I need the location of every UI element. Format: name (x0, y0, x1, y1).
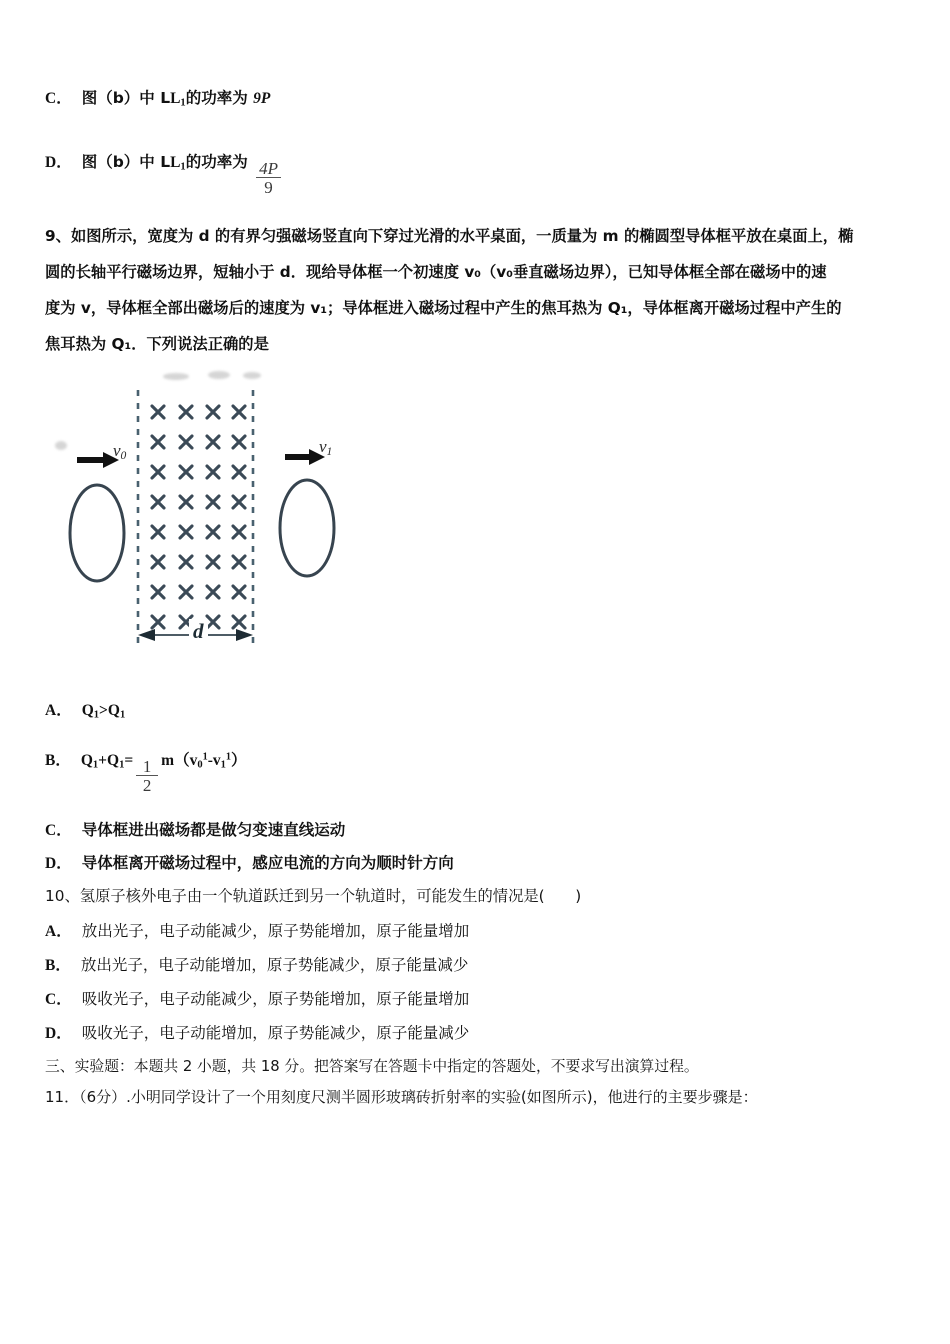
question-9-option-b (45, 748, 247, 795)
q10-option-c-text: 吸收光子，电子动能减少，原子势能增加，原子能量增加 (81, 990, 470, 1008)
question-9-body-1: 如图所示，宽度为 d 的有界匀强磁场竖直向下穿过光滑的水平桌面，一质量为 m 的椭圆型导体框平放在桌面上，椭 (70, 227, 854, 245)
question-9-option-c (45, 818, 345, 840)
question-10-option-b (45, 953, 468, 975)
question-9-stem (45, 218, 920, 362)
question-9-line-2: 圆的长轴平行磁场边界，短轴小于 d．现给导体框一个初速度 v₀（v₀垂直磁场边界），已知导体框全部在磁场中的速 (45, 263, 827, 281)
prev-option-d-fraction (256, 160, 281, 198)
scan-smudge (243, 372, 261, 379)
question-10-option-c (45, 987, 469, 1009)
question-10-number: 10、 (45, 887, 80, 905)
q10-option-a-label: A． (45, 923, 72, 940)
option-d-text: 导体框离开磁场过程中，感应电流的方向为顺时针方向 (81, 854, 454, 872)
velocity-v1-symbol: v (319, 437, 327, 456)
fraction-numerator: 4P (259, 158, 278, 178)
prev-option-d-text-after: 的功率为 (185, 153, 254, 171)
figure-svg (45, 365, 375, 665)
q10-option-b-text: 放出光子，电子动能增加，原子势能减少，原子能量减少 (80, 956, 469, 974)
prev-option-c-sub: 1 (180, 97, 186, 109)
width-label-d: d (189, 619, 208, 644)
question-9-line-1 (45, 218, 920, 254)
question-9-line-4: 焦耳热为 Q₁．下列说法正确的是 (45, 335, 269, 353)
prev-option-c-value: 9P (253, 90, 271, 107)
option-a-q2: Q (107, 702, 120, 719)
q10-option-d-label: D． (45, 1025, 72, 1042)
question-11-stem (45, 1086, 758, 1109)
question-9-number: 9、 (45, 227, 71, 245)
velocity-v1-label (319, 437, 332, 458)
option-b-trail: $m(v_0^1-v_1^1)$ (161, 751, 247, 771)
section-3-heading (45, 1056, 699, 1078)
q10-option-d-text: 吸收光子，电子动能增加，原子势能减少，原子能量减少 (81, 1024, 470, 1042)
option-a-q1: Q (81, 702, 94, 719)
prev-option-c-text-before: 图（b）中 L (81, 89, 171, 107)
question-9-option-a (45, 698, 125, 721)
left-elliptical-loop (70, 485, 124, 581)
option-b-fraction (136, 758, 158, 796)
velocity-v0-label (113, 441, 126, 462)
option-b-lead: $Q_1+Q_1=$ (80, 752, 134, 771)
question-11-text: .小明同学设计了一个用刻度尺测半圆形玻璃砖折射率的实验(如图所示)，他进行的主要步骤是： (126, 1088, 758, 1106)
option-a-relation: > (99, 702, 108, 719)
option-a-sub2: 1 (119, 709, 126, 721)
option-b-numerator: 1 (142, 756, 152, 776)
question-11-score: （6分） (79, 1088, 127, 1106)
question-10-text: 氢原子核外电子由一个轨道跃迁到另一个轨道时，可能发生的情况是( ) (79, 887, 582, 905)
scan-smudge (163, 373, 189, 380)
option-d-label: D． (45, 855, 72, 872)
prev-option-d-text-before: 图（b）中 L (81, 153, 171, 171)
right-elliptical-loop (280, 480, 334, 576)
velocity-v0-symbol: v (113, 441, 121, 460)
q10-option-c-label: C． (45, 991, 72, 1008)
question-10-stem (45, 885, 581, 908)
option-a-text (82, 702, 126, 721)
option-b-label: B． (45, 752, 71, 769)
q10-option-b-label: B． (45, 957, 71, 974)
scan-smudge (208, 371, 230, 379)
section-3-heading-text: 三、实验题：本题共 2 小题，共 18 分。把答案写在答题卡中指定的答题处，不要求写出演算过程。 (45, 1058, 699, 1075)
option-c-label: C． (45, 822, 72, 839)
question-9-line-3: 度为 v，导体框全部出磁场后的速度为 v₁；导体框进入磁场过程中产生的焦耳热为 Q₁，导体框离开磁场过程中产生的 (45, 299, 842, 317)
prev-option-c-label: C． (45, 90, 72, 107)
prev-option-d-label: D． (45, 154, 72, 171)
question-9-figure (45, 365, 375, 665)
velocity-v1-subscript: 1 (326, 444, 333, 458)
scan-smudge (55, 441, 67, 450)
option-a-label: A． (45, 702, 72, 719)
fraction-denominator: 9 (264, 178, 273, 198)
option-b-denominator: 2 (142, 776, 152, 796)
velocity-v0-subscript: 0 (120, 448, 127, 462)
question-9-option-d (45, 851, 454, 873)
q10-option-a-text: 放出光子，电子动能减少，原子势能增加，原子能量增加 (81, 922, 470, 940)
magnetic-field-into-page-symbols (152, 406, 245, 628)
option-a-sub1: 1 (93, 709, 100, 721)
question-10-option-a (45, 919, 469, 941)
prev-option-c: C． 图（b）中 $LL_1$的功率为 9P (45, 86, 270, 109)
prev-option-d: D． 图（b）中 $LL_1$的功率为 $\frac{4P}{9}$ (45, 150, 284, 197)
option-c-text: 导体框进出磁场都是做匀变速直线运动 (81, 821, 346, 839)
prev-option-c-text-after: 的功率为 (185, 89, 254, 107)
question-10-option-d (45, 1021, 469, 1043)
prev-option-d-sub: 1 (180, 161, 186, 173)
question-11-number: 11． (45, 1088, 80, 1106)
